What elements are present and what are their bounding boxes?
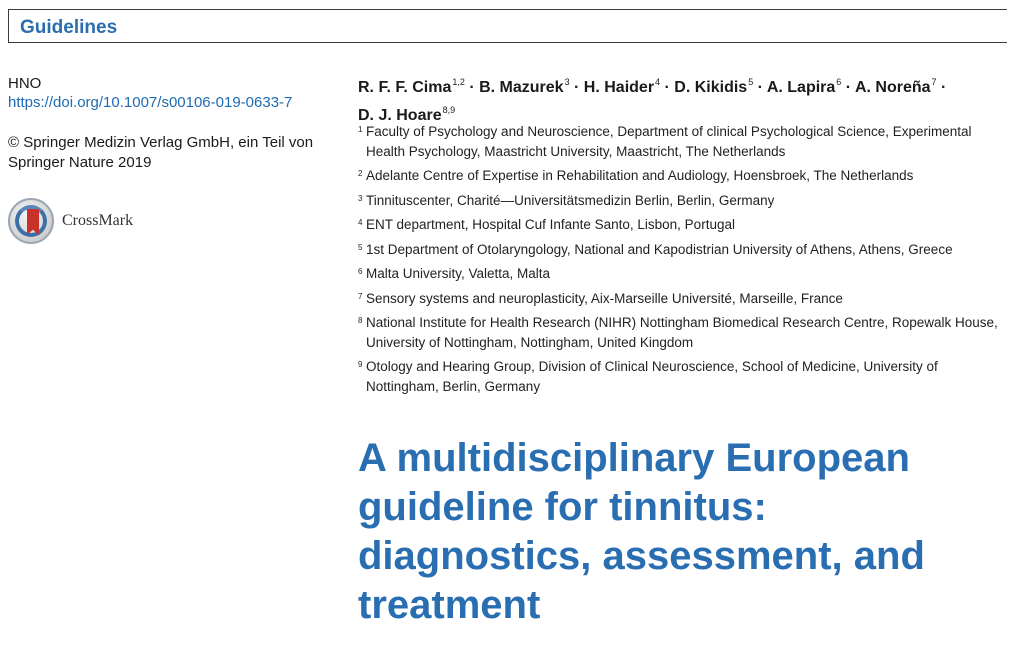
copyright-line: © Springer Medizin Verlag GmbH, ein Teil von: [8, 134, 314, 151]
author-separator: ·: [569, 79, 584, 96]
author-affiliation-ref: 4: [655, 77, 661, 87]
crossmark-label: CrossMark: [62, 212, 134, 229]
author-name: H. Haider$^4$: [583, 77, 661, 96]
affiliation-line: ENT department, Hospital Cuf Infante Santo, Lisbon, Portugal: [366, 217, 735, 232]
affiliation-line: Adelante Centre of Expertise in Rehabilitation and Audiology, Hoensbroek, The Netherlands: [366, 168, 914, 183]
author-affiliation-ref: 7: [931, 77, 937, 87]
title-line: treatment: [358, 583, 541, 627]
author-affiliation-ref: 6: [836, 77, 842, 87]
author-separator: ·: [464, 79, 480, 96]
author-name: A. Lapira$^6$: [766, 77, 842, 96]
title-line: A multidisciplinary European: [358, 436, 910, 480]
author-separator: ·: [936, 79, 947, 96]
affiliation-item: [358, 215, 1018, 235]
affiliation-number: 6: [358, 267, 363, 276]
author-list: [358, 71, 998, 127]
author-affiliation-ref: 5: [748, 77, 754, 87]
author-affiliation-ref: 8,9: [442, 105, 456, 115]
affiliation-line: Tinnituscenter, Charité—Universitätsmedizin Berlin, Berlin, Germany: [366, 192, 775, 208]
affiliation-list: [358, 122, 1018, 401]
author-affiliation-ref: 3: [564, 77, 570, 87]
author-name: A. Noreña$^7$: [854, 77, 937, 96]
title-line: guideline for tinnitus:: [358, 485, 767, 529]
title-line: diagnostics, assessment, and: [358, 534, 925, 578]
affiliation-line: Otology and Hearing Group, Division of Clinical Neuroscience, School of Medicine, University of: [366, 359, 938, 374]
author-affiliation-ref: 1,2: [452, 77, 465, 87]
affiliation-item: [358, 166, 1018, 186]
affiliation-line: Faculty of Psychology and Neuroscience, Department of clinical Psychological Science, Experimental: [366, 124, 972, 139]
doi-link[interactable]: https://doi.org/10.1007/s00106-019-0633-7: [8, 94, 293, 111]
affiliation-item: [358, 264, 1018, 284]
affiliation-item: [358, 313, 1018, 352]
author-name: D. Kikidis$^5$: [674, 77, 754, 96]
copyright-line: Springer Nature 2019: [8, 154, 152, 171]
article-meta: [8, 74, 328, 229]
section-header: [8, 9, 1007, 43]
crossmark-icon: [8, 198, 54, 244]
affiliation-item: [358, 357, 1018, 396]
author-name: D. J. Hoare$^{8,9}$: [358, 105, 456, 124]
affiliation-line: Nottingham, Berlin, Germany: [366, 378, 541, 394]
author-separator: ·: [841, 79, 855, 96]
affiliation-number: 4: [358, 218, 363, 227]
affiliation-number: 7: [358, 291, 363, 301]
affiliation-item: [358, 122, 1018, 161]
affiliation-line: 1st Department of Otolaryngology, National and Kapodistrian University of Athens, Athens, Greece: [366, 241, 953, 257]
affiliation-item: [358, 289, 1018, 309]
affiliation-number: 3: [358, 193, 363, 203]
affiliation-number: 2: [358, 169, 363, 178]
affiliation-number: 1: [358, 125, 363, 134]
crossmark-button[interactable]: [8, 198, 168, 248]
affiliation-line: Health Psychology, Maastricht University, Maastricht, The Netherlands: [366, 143, 786, 159]
affiliation-line: University of Nottingham, Nottingham, United Kingdom: [366, 334, 694, 350]
copyright-notice: [8, 133, 318, 173]
affiliation-line: Malta University, Valetta, Malta: [366, 266, 551, 281]
affiliation-number: 8: [358, 316, 363, 325]
affiliation-line: National Institute for Health Research (NIHR) Nottingham Biomedical Research Centre, Ropewalk House,: [366, 315, 998, 330]
affiliation-line: Sensory systems and neuroplasticity, Aix-Marseille Université, Marseille, France: [366, 290, 843, 306]
author-name: R. F. F. Cima$^{1,2}$: [358, 77, 465, 96]
affiliation-number: 9: [358, 360, 363, 369]
affiliation-number: 5: [358, 242, 363, 252]
author-separator: ·: [660, 79, 675, 96]
journal-name: HNO: [8, 75, 42, 92]
article-title: [358, 434, 998, 630]
section-label: Guidelines: [20, 17, 118, 38]
affiliation-item: [358, 191, 1018, 211]
author-separator: ·: [753, 79, 767, 96]
author-name: B. Mazurek$^3$: [479, 77, 570, 96]
affiliation-item: [358, 240, 1018, 260]
